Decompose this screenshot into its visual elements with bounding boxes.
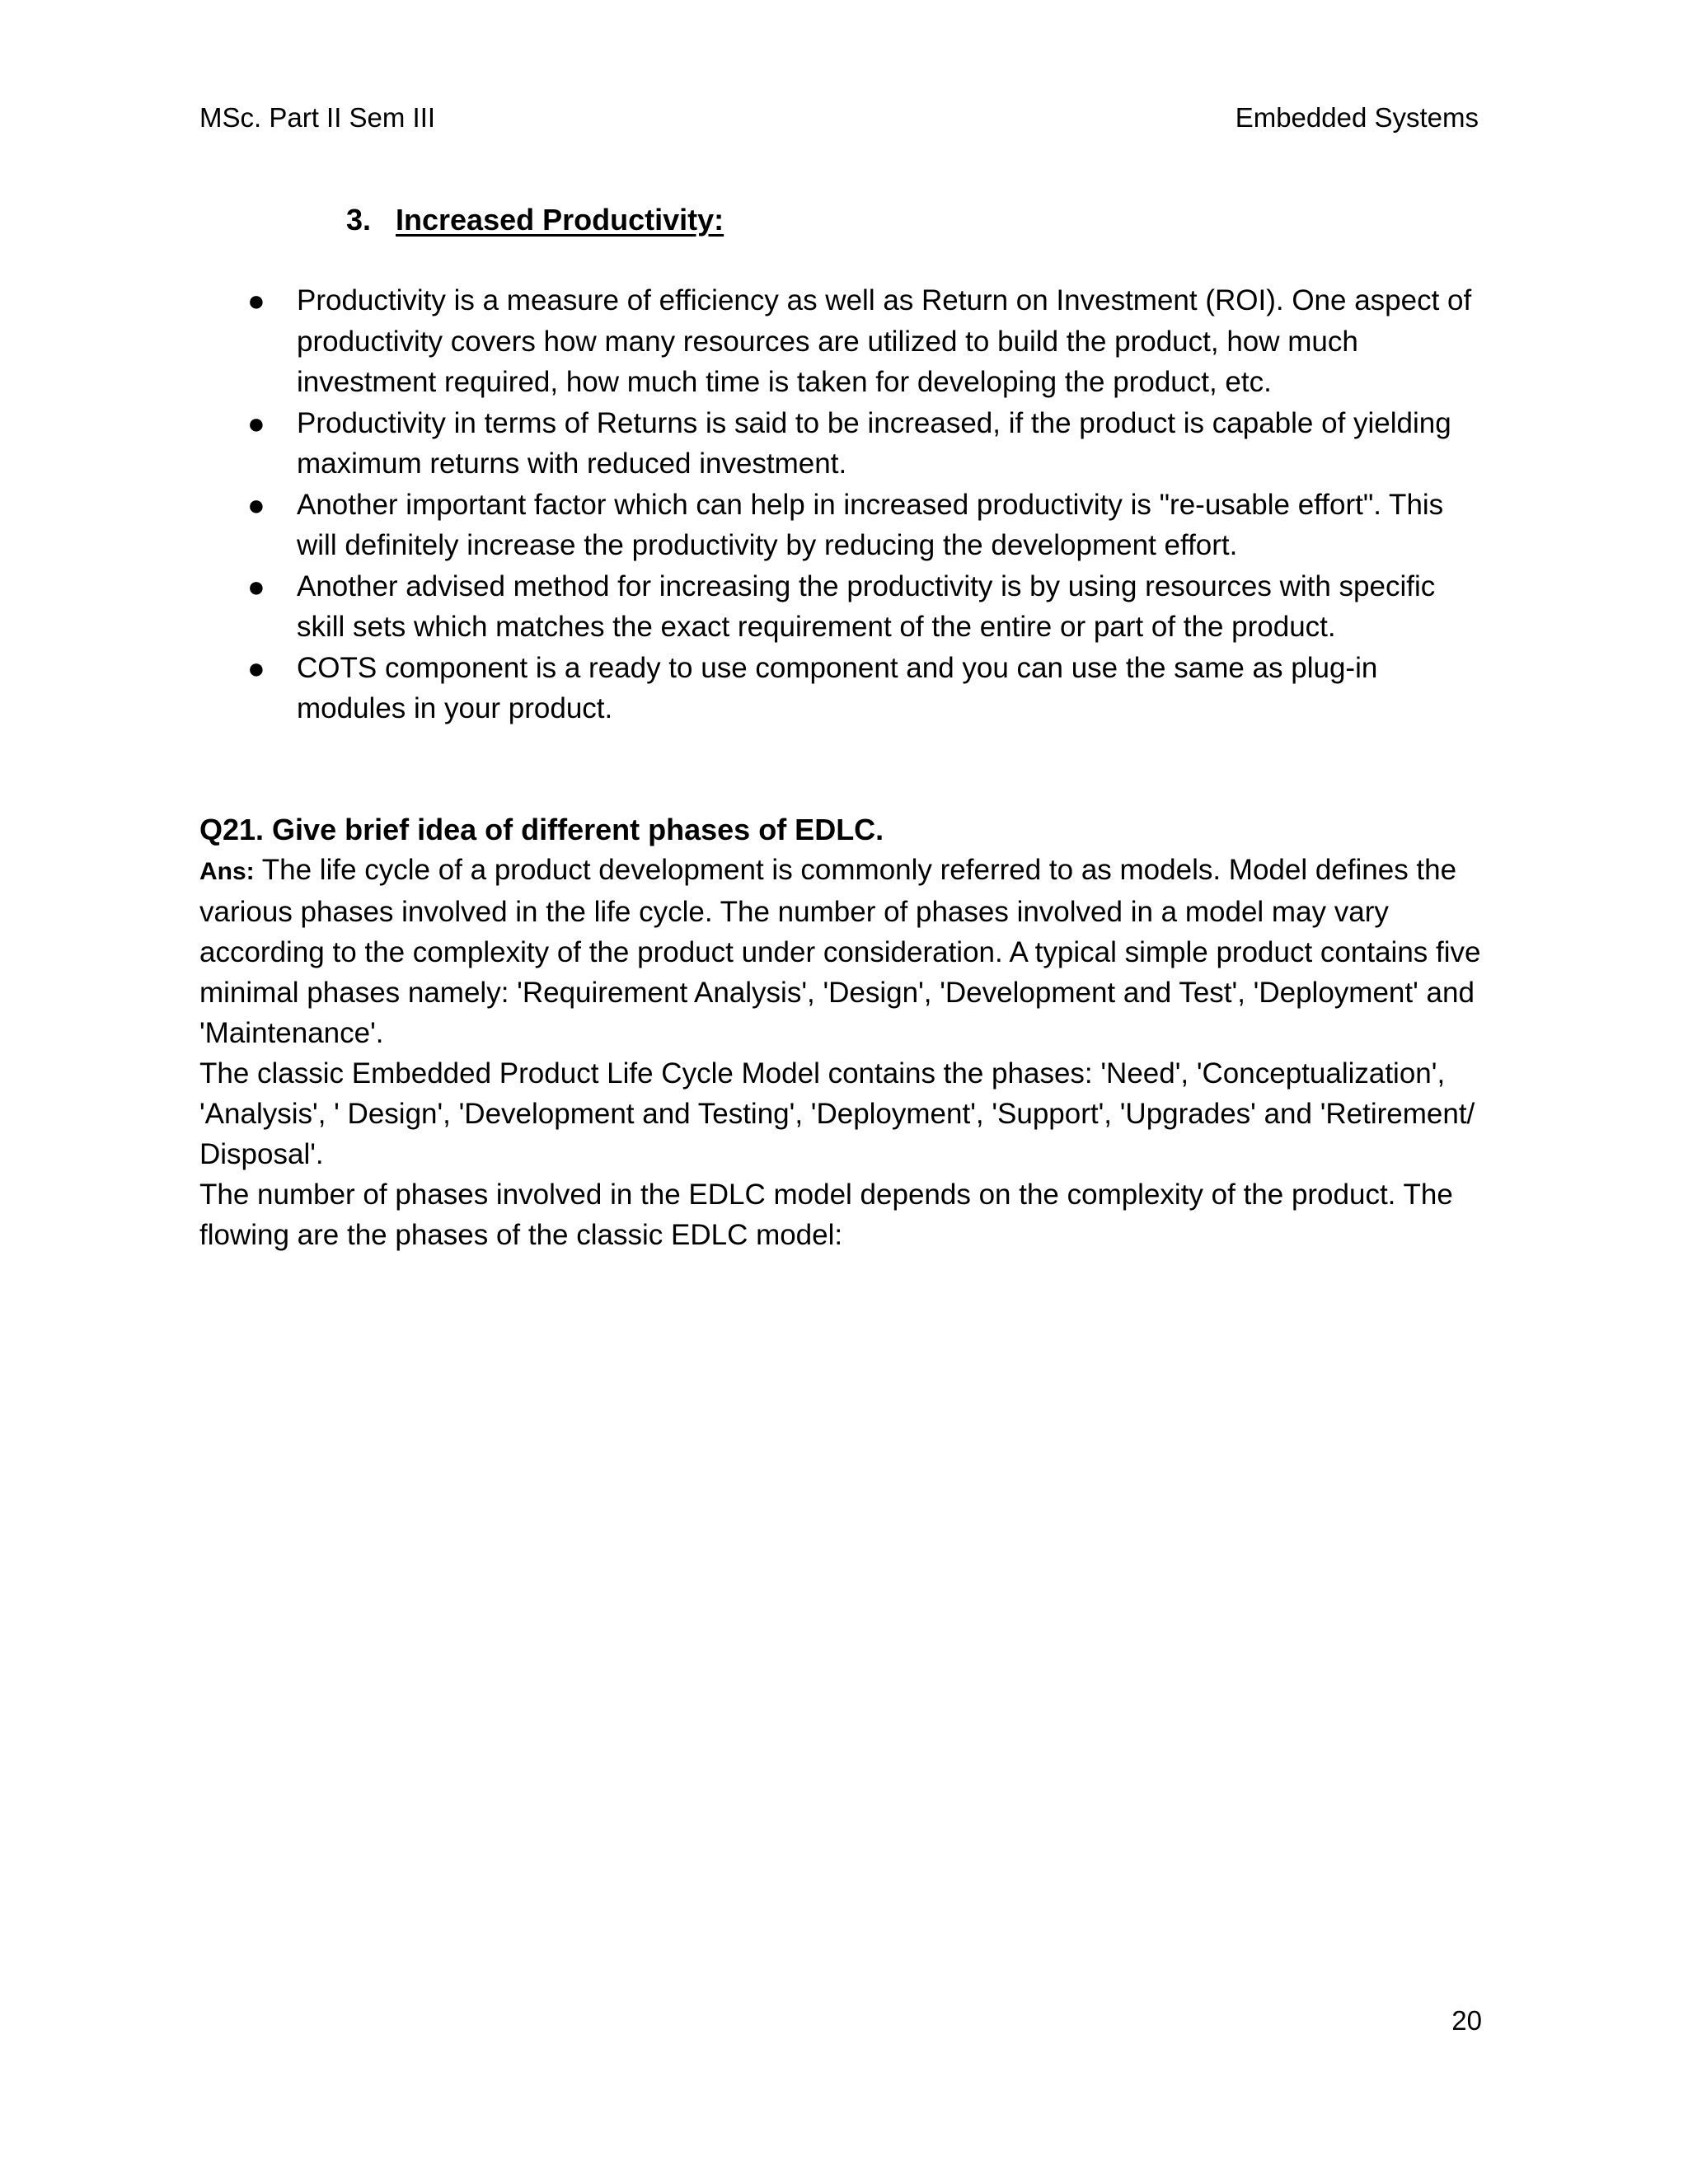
question-heading: Q21. Give brief idea of different phases of EDLC. — [199, 813, 884, 846]
bullet-icon: ● — [247, 284, 265, 317]
list-item — [247, 485, 1484, 566]
bullet-icon: ● — [247, 487, 265, 522]
list-item — [247, 566, 1484, 648]
bullet-icon: ● — [247, 569, 265, 603]
answer-text: The life cycle of a product development is commonly referred to as models. Model defines the various phases involved in the life cycle. The number of phases involved in a model may vary according to the complexity of the product under consideration. A typical simple product contains five minimal phases namely: 'Requirement Analysis', 'Design', 'Development and Test', 'Deployment' and 'Maintenance'. — [199, 854, 1481, 1049]
list-item — [247, 403, 1484, 485]
page-number: 20 — [1451, 2005, 1482, 2036]
bullet-text: Another important factor which can help in increased productivity is "re-usable effort". This will definitely increase the productivity by reducing the development effort. — [297, 488, 1444, 561]
bullet-icon: ● — [247, 650, 265, 685]
bullet-text: Productivity is a measure of efficiency as well as Return on Investment (ROI). One aspect of productivity covers how many resources are utilized to build the product, how much investment required, how much time is taken for developing the product, etc. — [297, 284, 1472, 398]
bullet-list — [247, 280, 1484, 729]
header-course: MSc. Part II Sem III — [199, 102, 436, 133]
bullet-text: Another advised method for increasing the productivity is by using resources with specific skill sets which matches the exact requirement of the entire or part of the product. — [297, 569, 1436, 643]
bullet-text: COTS component is a ready to use component and you can use the same as plug-in modules in your product. — [297, 651, 1378, 724]
list-item — [247, 648, 1484, 729]
header-subject: Embedded Systems — [1235, 102, 1479, 133]
list-item — [247, 280, 1484, 403]
section-title: Increased Productivity: — [396, 203, 724, 237]
section-number: 3. — [346, 203, 372, 237]
section-heading — [346, 202, 724, 238]
answer-paragraph-2: The classic Embedded Product Life Cycle Model contains the phases: 'Need', 'Conceptualization', 'Analysis', ' Design', 'Development and Testing', 'Deployment', 'Support', 'Upgrades' and 'Retirement/ Disposal'. — [199, 1057, 1475, 1170]
bullet-text: Productivity in terms of Returns is said to be increased, if the product is capable of yielding maximum returns with reduced investment. — [297, 406, 1451, 480]
answer-label: Ans: — [199, 858, 255, 885]
question-answer-block — [199, 809, 1493, 1255]
answer-paragraph — [199, 850, 1493, 1053]
answer-paragraph-3: The number of phases involved in the EDLC model depends on the complexity of the product. The flowing are the phases of the classic EDLC model: — [199, 1179, 1453, 1251]
bullet-icon: ● — [247, 405, 265, 440]
